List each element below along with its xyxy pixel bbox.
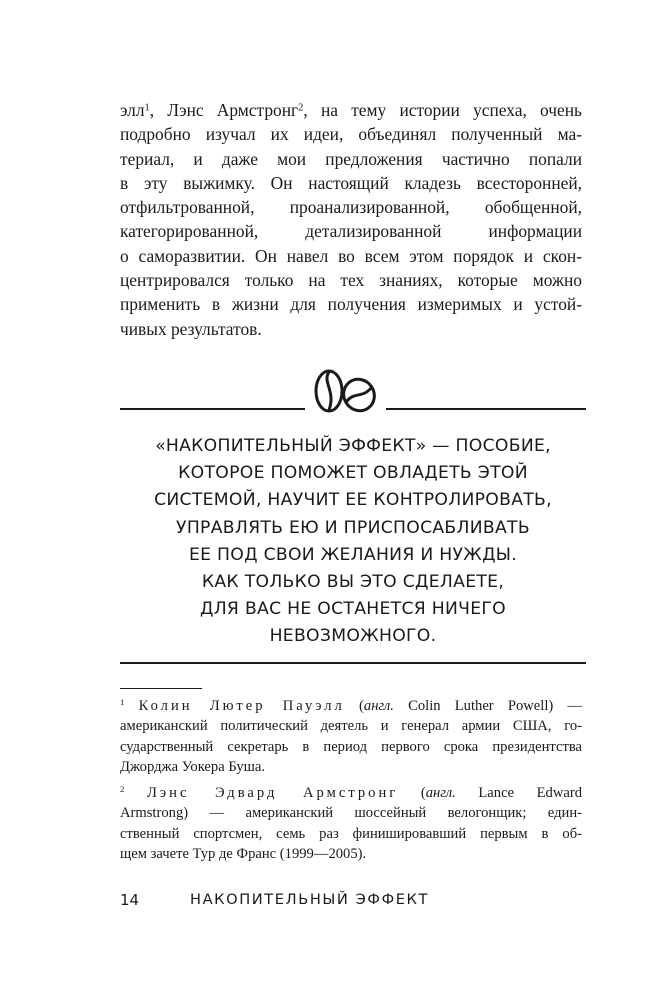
body-line: чивых результатов. xyxy=(120,318,262,339)
quote-bottom-rule xyxy=(120,662,586,664)
footnote-line: $^1$ Колин Лютер Пауэлл (англ. Colin Luther Powell) — xyxy=(120,697,583,714)
footnote-name: Лэнс Эдвард Армстронг xyxy=(146,785,399,802)
footnote-2 xyxy=(120,783,582,864)
quote-line: НЕВОЗМОЖНОГО. xyxy=(269,626,437,647)
footnote-name: Колин Лютер Пауэлл xyxy=(138,698,345,714)
quote-line: «НАКОПИТЕЛЬНЫЙ ЭФФЕКТ» — ПОСОБИЕ, xyxy=(155,436,551,456)
divider-rule-right xyxy=(386,408,586,410)
coffee-beans-icon xyxy=(307,365,379,419)
footnote-line: ственный спортсмен, семь раз финишировавший первым в об- xyxy=(120,825,582,842)
footnote-1 xyxy=(120,696,582,777)
footnote-abbr: англ. xyxy=(425,785,456,802)
footnote-line: сударственный секретарь в период первого срока президентства xyxy=(120,738,582,755)
footnote-line: Armstrong) — американский шоссейный велогонщик; един- xyxy=(120,805,582,822)
footnote-line: американский политический деятель и генерал армии США, го- xyxy=(120,718,582,735)
body-line: применить в жизни для получения измеримых и устой- xyxy=(120,294,582,315)
quote-line: КАК ТОЛЬКО ВЫ ЭТО СДЕЛАЕТЕ, xyxy=(201,572,505,593)
footnote-line: $^2$ Лэнс Эдвард Армстронг (англ. Lance Edward xyxy=(120,784,582,802)
footnote-number: 1 xyxy=(120,697,125,708)
page-number: 14 xyxy=(120,891,140,909)
footnotes xyxy=(120,696,582,864)
quote-line: УПРАВЛЯТЬ ЕЮ И ПРИСПОСАБЛИВАТЬ xyxy=(176,517,530,538)
footnote-line: Джорджа Уокера Буша. xyxy=(120,758,265,775)
footnote-separator xyxy=(120,688,202,689)
body-line: подробно изучал их идеи, объединял полученный ма- xyxy=(120,124,582,145)
divider-rule-left xyxy=(120,408,305,410)
body-paragraph xyxy=(120,98,582,341)
footnote-number: 2 xyxy=(120,784,125,795)
running-title: НАКОПИТЕЛЬНЫЙ ЭФФЕКТ xyxy=(190,891,430,908)
footnote-line: щем зачете Тур де Франс (1999—2005). xyxy=(120,846,367,863)
footnote-ref-2[interactable]: 2 xyxy=(298,102,304,114)
body-line: териал, и даже мои предложения частично попали xyxy=(120,148,582,169)
quote-line: ЕЕ ПОД СВОИ ЖЕЛАНИЯ И НУЖДЫ. xyxy=(188,544,518,565)
body-line: о саморазвитии. Он навел во всем этом порядок и скон- xyxy=(120,245,582,266)
body-line: отфильтрованной, проанализированной, обобщенной, xyxy=(120,197,582,218)
footnote-abbr: англ. xyxy=(363,698,394,714)
body-line: в эту выжимку. Он настоящий кладезь всесторонней, xyxy=(120,172,582,193)
quote-line: ДЛЯ ВАС НЕ ОСТАНЕТСЯ НИЧЕГО xyxy=(199,599,507,620)
body-line: категорированной, детализированной информации xyxy=(120,221,582,242)
quote-line: СИСТЕМОЙ, НАУЧИТ ЕЕ КОНТРОЛИРОВАТЬ, xyxy=(154,490,552,511)
body-line: элл$^1$, Лэнс Армстронг$^2$, на тему истории успеха, очень xyxy=(120,100,582,120)
footnote-ref-1[interactable]: 1 xyxy=(144,102,150,114)
body-line: центрировался только на тех знаниях, которые можно xyxy=(120,270,582,291)
quote-line: КОТОРОЕ ПОМОЖЕТ ОВЛАДЕТЬ ЭТОЙ xyxy=(178,463,528,484)
pull-quote xyxy=(120,433,586,651)
